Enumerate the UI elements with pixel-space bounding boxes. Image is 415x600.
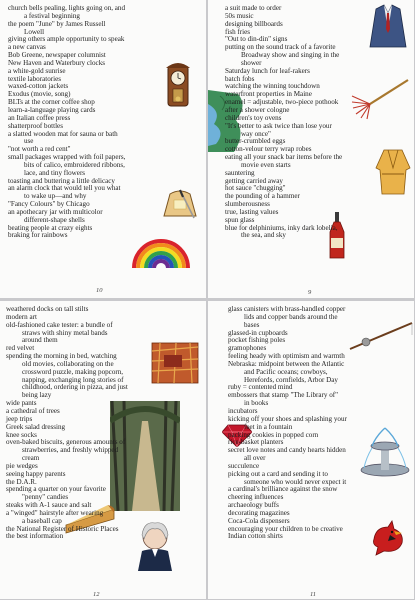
list-item: after a shower cologne xyxy=(225,105,290,114)
list-item-continuation: to wake up—and why xyxy=(24,192,87,201)
list-item-continuation: cream xyxy=(22,454,40,463)
list-item-continuation: use xyxy=(24,137,34,146)
page-12 xyxy=(0,301,206,599)
list-item: encouraging your children to be creative xyxy=(228,524,343,533)
page-9 xyxy=(208,0,414,298)
list-item: packing cookies in popped corn xyxy=(228,430,319,439)
list-item: a slatted wooden mat for sauna or bath xyxy=(8,129,118,138)
list-item-continuation: different-shape shells xyxy=(24,215,85,224)
list-item: glassed-in cupboards xyxy=(228,328,288,337)
list-item: a new canvas xyxy=(8,43,46,52)
list-item: Greek salad dressing xyxy=(6,422,66,431)
list-item: Bob Greene, newspaper columnist xyxy=(8,51,106,60)
list-item-continuation: shower xyxy=(241,58,262,67)
list-item: a cathedral of trees xyxy=(6,406,60,415)
list-item: pie wedges xyxy=(6,461,38,470)
list-item: getting carried away xyxy=(225,176,283,185)
list-item: children's toy ovens xyxy=(225,113,282,122)
list-item: a cardinal's brilliance against the snow xyxy=(228,485,338,494)
page-9-list xyxy=(208,5,414,240)
list-item: 50s music xyxy=(225,11,254,20)
list-item-continuation: Broadway show and singing in the xyxy=(241,51,340,60)
list-item: Nebraska: midpoint between the Atlantic xyxy=(228,359,345,368)
list-item: an alarm clock that would tell you what xyxy=(8,184,121,193)
list-item: hot sauce "chugging" xyxy=(225,184,286,193)
list-item: knee socks xyxy=(6,430,37,439)
list-item: "not worth a red cent" xyxy=(8,145,71,154)
list-item: BLTs at the corner coffee shop xyxy=(8,98,95,107)
list-item: kicking off your shoes and splashing your xyxy=(228,414,347,423)
list-item: waxed-cotton jackets xyxy=(8,82,69,91)
list-item-continuation: Herefords, cornfields, Arbor Day xyxy=(244,375,338,384)
list-item: succulence xyxy=(228,461,260,470)
list-item: an apothecary jar with multicolor xyxy=(8,207,103,216)
list-item: cotton-velour terry wrap robes xyxy=(225,145,312,154)
list-item: New Haven and Waterbury clocks xyxy=(8,58,105,67)
list-item: true, lasting values xyxy=(225,207,279,216)
list-item: braking for rainbows xyxy=(8,231,68,240)
page-number: 10 xyxy=(96,287,103,294)
list-item-continuation: a baseball cap xyxy=(22,516,62,525)
list-item-continuation: way once" xyxy=(241,129,271,138)
list-item: oven-baked biscuits, generous amounts of xyxy=(6,438,126,447)
list-item: modern art xyxy=(6,312,37,321)
list-item: Indian cotton shirts xyxy=(228,532,283,541)
list-item: the pounding of a hammer xyxy=(225,192,300,201)
list-item-continuation: the sea, and sky xyxy=(241,231,286,240)
list-item: decorating magazines xyxy=(228,508,290,517)
list-item-continuation: childhood, ordering in pizza, and just xyxy=(22,383,128,392)
list-item-continuation: lace, and tiny flowers xyxy=(24,168,86,177)
list-item: slumberousness xyxy=(225,200,270,209)
list-item-continuation: "penny" candies xyxy=(22,493,69,502)
list-item: enamel = adjustable, two-piece pothook xyxy=(225,98,339,107)
list-item: beating people at crazy eights xyxy=(8,223,93,232)
list-item: waterfront properties in Maine xyxy=(225,90,312,99)
list-item: red velvet xyxy=(6,344,35,353)
list-item: wide pants xyxy=(6,399,37,408)
list-item: Exodus (movie, song) xyxy=(8,90,71,99)
list-item: putting on the sound track of a favorite xyxy=(225,43,336,52)
list-item-continuation: bases xyxy=(244,320,260,329)
list-item-continuation: old movies, collaborating on the xyxy=(22,359,114,368)
list-item: archaeology buffs xyxy=(228,501,279,510)
list-item: "Out to din-din" signs xyxy=(225,35,288,44)
list-item: cheering influences xyxy=(228,493,284,502)
list-item: incubators xyxy=(228,406,258,415)
list-item: steaks with A-1 sauce and salt xyxy=(6,501,92,510)
page-12-list xyxy=(0,306,206,541)
list-item: "It's better to ask twice than lose your xyxy=(225,121,332,130)
list-item: the poem "June" by James Russell xyxy=(8,19,106,28)
page-11 xyxy=(208,301,414,599)
list-item: "Fancy Colours" by Chicago xyxy=(8,200,90,209)
list-item: the National Register of Historic Places xyxy=(6,524,119,533)
list-item: ruby = contented mind xyxy=(228,383,293,392)
list-item: the best information xyxy=(6,532,64,541)
list-item: a suit made to order xyxy=(225,4,282,12)
list-item-continuation: someone who would never expect it xyxy=(244,477,347,486)
list-item: picking out a card and sending it to xyxy=(228,469,328,478)
list-item: old-fashioned cake tester: a bundle of xyxy=(6,320,113,329)
page-number: 11 xyxy=(310,591,317,598)
page-11-list xyxy=(208,306,414,541)
list-item: spending the morning in bed, watching xyxy=(6,352,117,361)
list-item: eating all your snack bar items before the xyxy=(225,153,343,162)
list-item: rice-basket planters xyxy=(228,438,284,447)
list-item-continuation: Lowell xyxy=(24,27,45,36)
list-item: seeing happy parents xyxy=(6,469,66,478)
list-item-continuation: lids and copper bands around the xyxy=(244,312,338,321)
list-item-continuation: bits of calico, embroidered ribbons, xyxy=(24,160,125,169)
list-item-continuation: feet in a fountain xyxy=(244,422,293,431)
list-item: shatterproof bottles xyxy=(8,121,63,130)
list-item-continuation: straws with shiny metal bands xyxy=(22,328,108,337)
list-item: giving others ample opportunity to speak xyxy=(8,35,125,44)
list-item: blue for delphiniums, inky dark lobelia, xyxy=(225,223,338,232)
list-item: small packages wrapped with foil papers, xyxy=(8,153,126,162)
list-item: feeling heady with optimism and warmth xyxy=(228,352,345,361)
list-item: jeep trips xyxy=(6,414,33,423)
list-item: batch fobs xyxy=(225,74,255,83)
list-item-continuation: movie even starts xyxy=(241,160,291,169)
list-item: watching the winning touchdown xyxy=(225,82,320,91)
list-item: spending a quarter on your favorite xyxy=(6,485,106,494)
list-item: weathered docks on tall stilts xyxy=(6,305,89,313)
list-item-continuation: napping, exchanging long stories of xyxy=(22,375,124,384)
list-item-continuation: and Pacific oceans; cowboys, xyxy=(244,367,328,376)
list-item: church bells pealing, lights going on, and xyxy=(8,4,126,12)
list-item: textile laboratories xyxy=(8,74,61,83)
list-item: glass canisters with brass-handled copper xyxy=(228,305,346,313)
list-item-continuation: in books xyxy=(244,399,269,408)
page-number: 12 xyxy=(93,591,100,598)
list-item: fish fries xyxy=(225,27,251,36)
list-item: secret love notes and candy hearts hidden xyxy=(228,446,346,455)
list-item: an Italian coffee press xyxy=(8,113,71,122)
list-item: pocket fishing poles xyxy=(228,336,286,345)
list-item: sauntering xyxy=(225,168,255,177)
page-number: 9 xyxy=(308,289,312,296)
list-item: toasting and buttering a little delicacy xyxy=(8,176,115,185)
list-item-continuation: around them xyxy=(22,336,58,345)
list-item-continuation: being lazy xyxy=(22,391,52,400)
list-item: butter-crumbled eggs xyxy=(225,137,286,146)
list-item: designing billboards xyxy=(225,19,283,28)
list-item: Coca-Cola dispensers xyxy=(228,516,290,525)
list-item-continuation: strawberries, and freshly whipped xyxy=(22,446,119,455)
list-item: spun glass xyxy=(225,215,255,224)
list-item: the D.A.R. xyxy=(6,477,37,486)
list-item-continuation: crossword puzzle, making popcorn, xyxy=(22,367,124,376)
page-10-list xyxy=(0,5,206,240)
page-10 xyxy=(0,0,206,298)
list-item: learn-a-language playing cards xyxy=(8,105,96,114)
list-item: a white-gold sunrise xyxy=(8,66,66,75)
list-item-continuation: a festival beginning xyxy=(24,11,80,20)
list-item: a "winged" hairstyle after wearing xyxy=(6,508,104,517)
list-item-continuation: all over xyxy=(244,454,266,463)
list-item: embossers that stamp "The Library of" xyxy=(228,391,339,400)
list-item: gramophones xyxy=(228,344,267,353)
list-item: Saturday lunch for leaf-rakers xyxy=(225,66,310,75)
